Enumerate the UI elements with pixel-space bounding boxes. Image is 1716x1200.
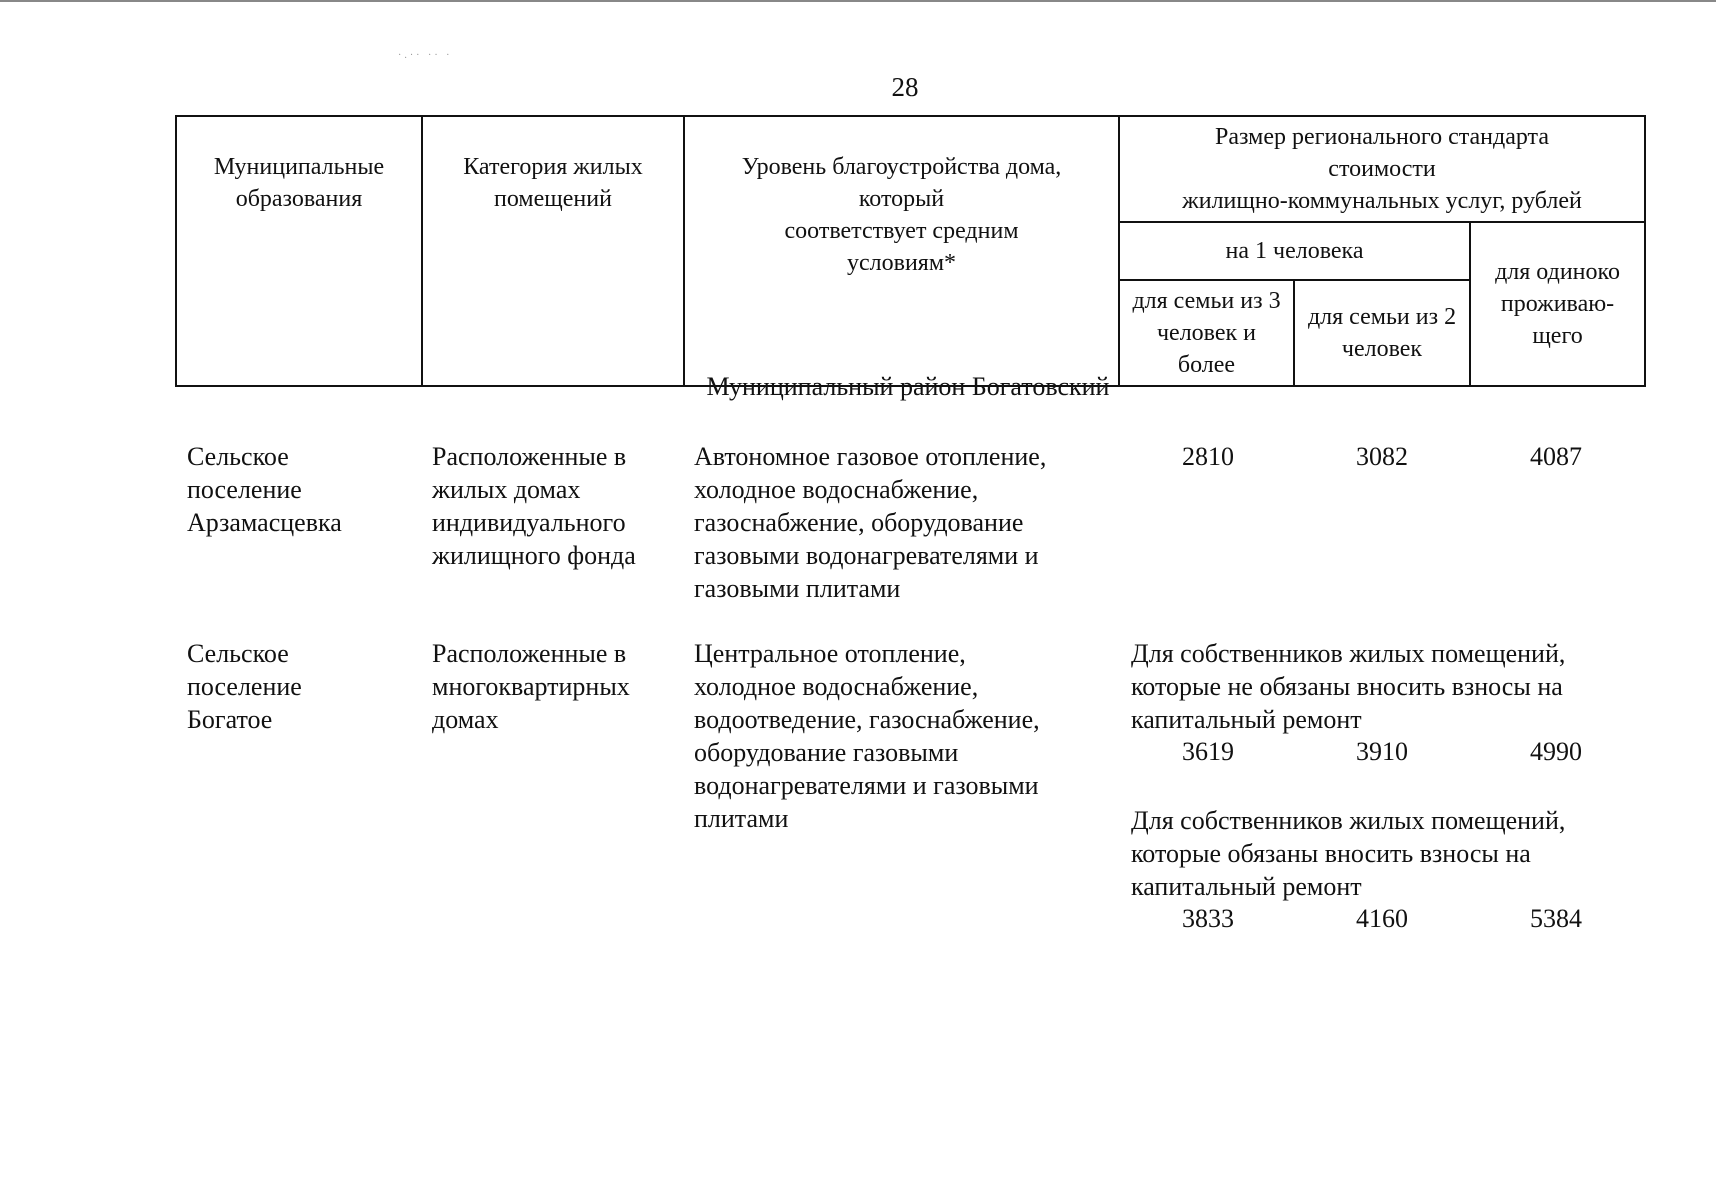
text-line: плитами (694, 804, 789, 833)
text-line: холодное водоснабжение, (694, 672, 979, 701)
text-line: жилых домах (432, 475, 581, 504)
text-line: оборудование газовыми (694, 738, 959, 767)
header-size (1119, 116, 1645, 222)
header-family2: для семьи из 2 человек (1294, 280, 1470, 386)
header-level-line: который (858, 186, 945, 212)
scan-edge (0, 0, 1716, 2)
row1-value-family3: 2810 (1182, 442, 1234, 471)
header-family3: для семьи из 3 человек и более (1119, 280, 1294, 386)
text-line: поселение (187, 672, 302, 701)
text-line: домах (432, 705, 499, 734)
row2-group1-family3: 3619 (1182, 737, 1234, 766)
text-line: капитальный ремонт (1131, 705, 1362, 734)
text-line: многоквартирных (432, 672, 630, 701)
text-line: Центральное отопление, (694, 639, 966, 668)
header-level-line: соответствует средним (784, 218, 1019, 244)
header-per-person: на 1 человека (1119, 222, 1470, 280)
text-line: Арзамасцевка (187, 508, 342, 537)
text-line: газовыми плитами (694, 574, 901, 603)
row1-value-single: 4087 (1530, 442, 1582, 471)
row2-group1-family2: 3910 (1356, 737, 1408, 766)
row2-group2-family2: 4160 (1356, 904, 1408, 933)
text-line: индивидуального (432, 508, 626, 537)
header-municipality: Муниципальные образования (176, 116, 422, 386)
district-title: Муниципальный район Богатовский (706, 372, 1110, 401)
text-line: газоснабжение, оборудование (694, 508, 1024, 537)
row1-level (694, 440, 1114, 605)
header-level-line: условиям* (846, 250, 957, 276)
row1-municipality (187, 440, 417, 539)
text-line: Богатое (187, 705, 273, 734)
header-single: для одиноко проживаю-щего (1470, 222, 1645, 386)
text-line: Автономное газовое отопление, (694, 442, 1047, 471)
row2-group2-single: 5384 (1530, 904, 1582, 933)
row2-level (694, 637, 1114, 835)
row2-municipality (187, 637, 417, 736)
header-table (175, 115, 1646, 387)
scan-specks: ·.·· ·· · (398, 50, 453, 61)
header-size-line: жилищно-коммунальных услуг, рублей (1182, 188, 1582, 214)
row2-group1-single: 4990 (1530, 737, 1582, 766)
text-line: водоотведение, газоснабжение, (694, 705, 1040, 734)
text-line: водонагревателями и газовыми (694, 771, 1039, 800)
text-line: Расположенные в (432, 639, 627, 668)
row1-category (432, 440, 682, 572)
row1-value-family2: 3082 (1356, 442, 1408, 471)
text-line: холодное водоснабжение, (694, 475, 979, 504)
page-number: 28 (891, 72, 919, 102)
row2-category (432, 637, 682, 736)
text-line: Для собственников жилых помещений, (1131, 639, 1566, 668)
text-line: Для собственников жилых помещений, (1131, 806, 1566, 835)
text-line: поселение (187, 475, 302, 504)
text-line: Сельское (187, 639, 289, 668)
header-category: Категория жилых помещений (422, 116, 684, 386)
text-line: газовыми водонагревателями и (694, 541, 1039, 570)
header-level-line: Уровень благоустройства дома, (741, 154, 1062, 180)
text-line: Сельское (187, 442, 289, 471)
text-line: жилищного фонда (432, 541, 636, 570)
row2-group2-family3: 3833 (1182, 904, 1234, 933)
header-size-line: Размер регионального стандарта (1215, 124, 1549, 150)
text-line: которые обязаны вносить взносы на (1131, 839, 1531, 868)
row2-group1-note (1131, 637, 1631, 736)
row2-group2-note (1131, 804, 1631, 903)
header-level (684, 116, 1119, 386)
text-line: капитальный ремонт (1131, 872, 1362, 901)
header-size-line: стоимости (1328, 156, 1436, 182)
text-line: Расположенные в (432, 442, 627, 471)
text-line: которые не обязаны вносить взносы на (1131, 672, 1563, 701)
